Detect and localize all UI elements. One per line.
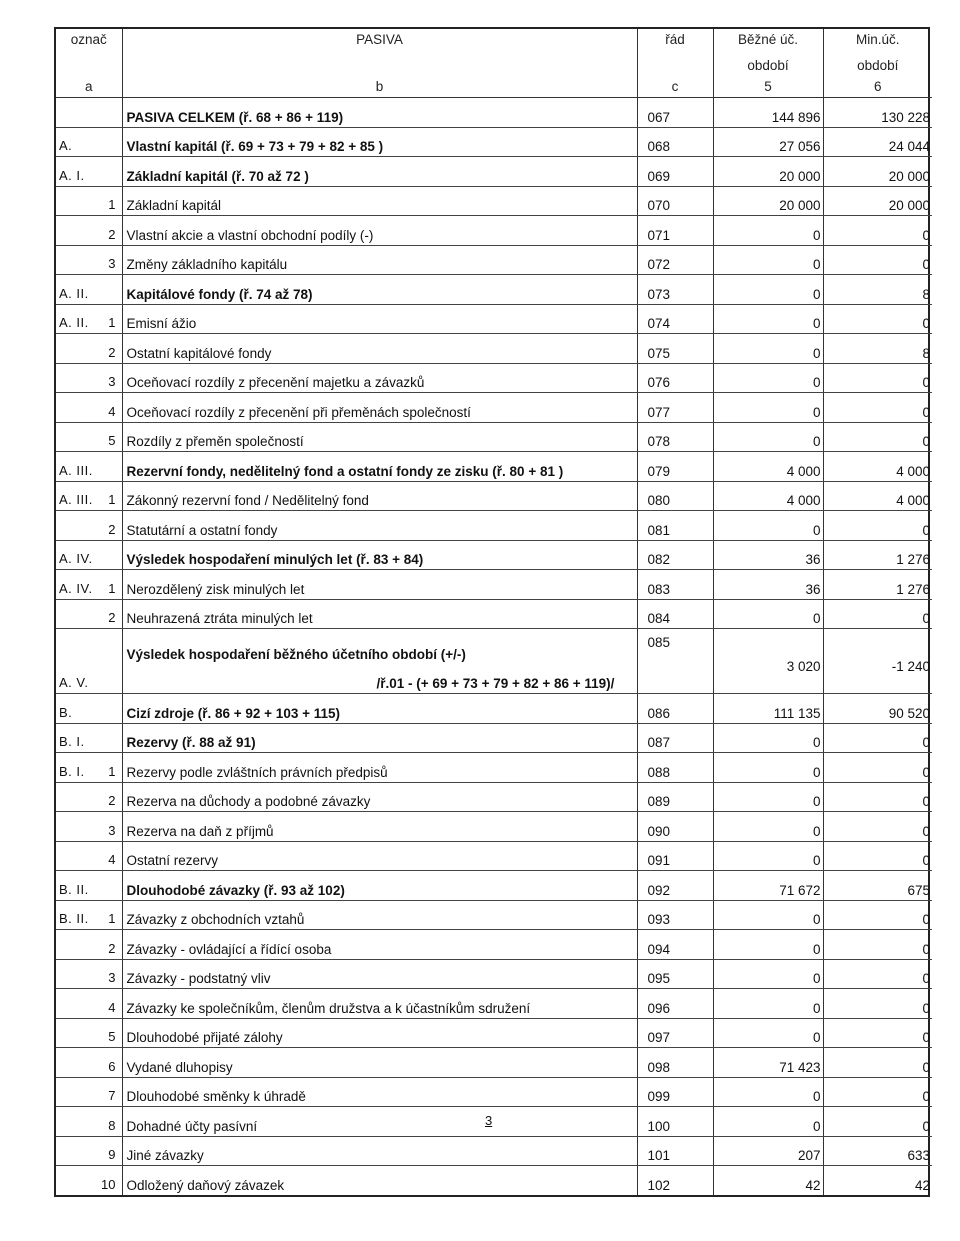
- row-line-number: 096: [637, 989, 713, 1019]
- table-row: [56, 782, 932, 812]
- row-number: 2: [108, 610, 116, 625]
- header-minule: Min.úč.: [823, 29, 932, 55]
- row-line-number: 067: [637, 98, 713, 128]
- row-label: Změny základního kapitálu: [122, 245, 637, 275]
- row-line-number: 081: [637, 511, 713, 541]
- previous-period-value: 0: [823, 304, 932, 334]
- table-header: [56, 29, 932, 98]
- row-line-number: 084: [637, 599, 713, 629]
- row-line-number: 085: [637, 629, 713, 694]
- table-row: [56, 1166, 932, 1195]
- row-designation: [56, 694, 122, 724]
- row-designation: [56, 753, 122, 783]
- row-number: 4: [108, 999, 116, 1015]
- row-number: 1: [108, 197, 116, 212]
- row-designation: [56, 363, 122, 393]
- row-line-number: 093: [637, 900, 713, 930]
- row-line-number: 076: [637, 363, 713, 393]
- previous-period-value: 0: [823, 422, 932, 452]
- row-code: B.: [59, 704, 73, 720]
- current-period-value: 0: [713, 930, 823, 960]
- row-line-number: 098: [637, 1048, 713, 1078]
- table-row: [56, 452, 932, 482]
- row-label-line-2: /ř.01 - (+ 69 + 73 + 79 + 82 + 86 + 119)/: [376, 676, 615, 691]
- header-row-1: [56, 29, 932, 55]
- table-row: [56, 1107, 932, 1137]
- table-row: [56, 275, 932, 305]
- header-pasiva: PASIVA: [122, 29, 637, 55]
- previous-period-value: 1 276: [823, 570, 932, 600]
- row-number: 1: [108, 911, 116, 926]
- current-period-value: 20 000: [713, 157, 823, 187]
- previous-period-value: 4 000: [823, 481, 932, 511]
- header-row-2: [56, 55, 932, 75]
- row-line-number: 089: [637, 782, 713, 812]
- row-label: Výsledek hospodaření minulých let (ř. 83 + 84): [122, 540, 637, 570]
- row-number: 1: [108, 315, 116, 330]
- row-number: 8: [108, 1117, 116, 1133]
- row-number: 2: [108, 793, 116, 808]
- current-period-value: 0: [713, 1018, 823, 1048]
- row-code: A.: [59, 138, 73, 153]
- row-label: Závazky ke společníkům, členům družstva a k účastníkům sdružení: [122, 989, 637, 1019]
- current-period-value: 207: [713, 1136, 823, 1166]
- row-number: 4: [108, 852, 116, 867]
- row-line-number: 075: [637, 334, 713, 364]
- previous-period-value: 0: [823, 363, 932, 393]
- header-row-3: [56, 75, 932, 98]
- current-period-value: 0: [713, 511, 823, 541]
- row-number: 5: [108, 433, 116, 448]
- table-row: [56, 422, 932, 452]
- current-period-value: 42: [713, 1166, 823, 1195]
- row-label: Závazky z obchodních vztahů: [122, 900, 637, 930]
- table-row: [56, 98, 932, 128]
- row-number: 1: [108, 763, 116, 779]
- table-row: [56, 959, 932, 989]
- row-code: B. I.: [59, 734, 85, 749]
- row-number: 2: [108, 344, 116, 360]
- row-code: A. III.: [59, 492, 93, 507]
- row-label: Základní kapitál: [122, 186, 637, 216]
- row-designation: [56, 275, 122, 305]
- table-row: [56, 900, 932, 930]
- row-label: [122, 629, 637, 694]
- row-line-number: 100: [637, 1107, 713, 1137]
- current-period-value: 0: [713, 599, 823, 629]
- row-designation: [56, 304, 122, 334]
- previous-period-value: 0: [823, 1018, 932, 1048]
- row-designation: [56, 812, 122, 842]
- row-label: Cizí zdroje (ř. 86 + 92 + 103 + 115): [122, 694, 637, 724]
- row-designation: [56, 1136, 122, 1166]
- row-line-number: 080: [637, 481, 713, 511]
- current-period-value: 0: [713, 363, 823, 393]
- previous-period-value: 90 520: [823, 694, 932, 724]
- previous-period-value: 42: [823, 1166, 932, 1195]
- row-label: Ostatní rezervy: [122, 841, 637, 871]
- header-col-b: b: [122, 75, 637, 98]
- current-period-value: 144 896: [713, 98, 823, 128]
- row-designation: [56, 841, 122, 871]
- header-col-a: a: [56, 75, 122, 98]
- previous-period-value: 0: [823, 245, 932, 275]
- row-designation: [56, 1048, 122, 1078]
- row-designation: [56, 782, 122, 812]
- row-designation: [56, 959, 122, 989]
- current-period-value: 0: [713, 334, 823, 364]
- previous-period-value: 0: [823, 599, 932, 629]
- current-period-value: 27 056: [713, 127, 823, 157]
- row-number: 3: [108, 374, 116, 389]
- row-code: B. I.: [59, 763, 85, 779]
- previous-period-value: 24 044: [823, 127, 932, 157]
- row-label: Základní kapitál (ř. 70 až 72 ): [122, 157, 637, 187]
- row-label: Oceňovací rozdíly z přecenění při přeměnách společností: [122, 393, 637, 423]
- row-designation: [56, 186, 122, 216]
- row-line-number: 097: [637, 1018, 713, 1048]
- row-designation: [56, 216, 122, 246]
- header-bezne: Běžné úč.: [713, 29, 823, 55]
- row-line-number: 099: [637, 1077, 713, 1107]
- row-label: Kapitálové fondy (ř. 74 až 78): [122, 275, 637, 305]
- row-line-number: 092: [637, 871, 713, 901]
- previous-period-value: 8: [823, 275, 932, 305]
- row-designation: [56, 900, 122, 930]
- row-number: 10: [101, 1176, 116, 1192]
- row-number: 2: [108, 521, 116, 537]
- row-label: PASIVA CELKEM (ř. 68 + 86 + 119): [122, 98, 637, 128]
- current-period-value: 0: [713, 989, 823, 1019]
- row-number: 1: [108, 580, 116, 596]
- row-label: Vlastní kapitál (ř. 69 + 73 + 79 + 82 + 85 ): [122, 127, 637, 157]
- header-empty: [122, 55, 637, 75]
- row-number: 7: [108, 1088, 116, 1103]
- header-oznac: označ: [70, 32, 107, 47]
- table-row: [56, 540, 932, 570]
- table-row: [56, 481, 932, 511]
- row-label: Nerozdělený zisk minulých let: [122, 570, 637, 600]
- row-designation: [56, 871, 122, 901]
- row-label: Dlouhodobé směnky k úhradě: [122, 1077, 637, 1107]
- row-label: Odložený daňový závazek: [122, 1166, 637, 1195]
- previous-period-value: 0: [823, 216, 932, 246]
- row-line-number: 071: [637, 216, 713, 246]
- header-col-5: 5: [713, 75, 823, 98]
- header-bezne-obdobi: období: [713, 55, 823, 75]
- row-designation: [56, 723, 122, 753]
- current-period-value: 111 135: [713, 694, 823, 724]
- table-row: [56, 753, 932, 783]
- row-number: 3: [108, 970, 116, 985]
- previous-period-value: 20 000: [823, 186, 932, 216]
- current-period-value: 0: [713, 1107, 823, 1137]
- row-label: Rezerva na daň z příjmů: [122, 812, 637, 842]
- header-col-c: c: [637, 75, 713, 98]
- row-line-number: 101: [637, 1136, 713, 1166]
- row-label: Statutární a ostatní fondy: [122, 511, 637, 541]
- balance-sheet-liabilities: [54, 27, 930, 1197]
- current-period-value: 71 672: [713, 871, 823, 901]
- previous-period-value: 0: [823, 1107, 932, 1137]
- header-empty: [56, 55, 122, 75]
- previous-period-value: 0: [823, 812, 932, 842]
- row-line-number: 090: [637, 812, 713, 842]
- previous-period-value: 20 000: [823, 157, 932, 187]
- table-row: [56, 1136, 932, 1166]
- row-label: Rezervní fondy, nedělitelný fond a ostatní fondy ze zisku (ř. 80 + 81 ): [122, 452, 637, 482]
- row-line-number: 077: [637, 393, 713, 423]
- row-code: A. II.: [59, 315, 89, 330]
- row-label: Vydané dluhopisy: [122, 1048, 637, 1078]
- row-label: Emisní ážio: [122, 304, 637, 334]
- current-period-value: 0: [713, 959, 823, 989]
- current-period-value: 0: [713, 393, 823, 423]
- row-label: Dohadné účty pasívní: [122, 1107, 637, 1137]
- previous-period-value: -1 240: [823, 629, 932, 694]
- table-row: [56, 245, 932, 275]
- row-code: B. II.: [59, 881, 89, 897]
- previous-period-value: 8: [823, 334, 932, 364]
- row-designation: [56, 511, 122, 541]
- row-line-number: 082: [637, 540, 713, 570]
- row-number: 6: [108, 1058, 116, 1074]
- current-period-value: 0: [713, 1077, 823, 1107]
- table-row: [56, 304, 932, 334]
- previous-period-value: 0: [823, 393, 932, 423]
- row-line-number: 072: [637, 245, 713, 275]
- row-designation: [56, 599, 122, 629]
- row-line-number: 094: [637, 930, 713, 960]
- table-row: [56, 694, 932, 724]
- row-code: A. IV.: [59, 580, 93, 596]
- table-row: [56, 570, 932, 600]
- row-designation: [56, 989, 122, 1019]
- current-period-value: 20 000: [713, 186, 823, 216]
- previous-period-value: 0: [823, 1077, 932, 1107]
- row-code: A. V.: [59, 675, 89, 690]
- header-col-6: 6: [823, 75, 932, 98]
- liabilities-table: [56, 29, 932, 1195]
- previous-period-value: 0: [823, 989, 932, 1019]
- row-line-number: 068: [637, 127, 713, 157]
- table-row: [56, 216, 932, 246]
- row-designation: [56, 245, 122, 275]
- table-row: [56, 186, 932, 216]
- previous-period-value: 633: [823, 1136, 932, 1166]
- row-code: A. II.: [59, 285, 89, 301]
- row-label: Dlouhodobé závazky (ř. 93 až 102): [122, 871, 637, 901]
- row-designation: [56, 98, 122, 128]
- row-label: Závazky - ovládající a řídící osoba: [122, 930, 637, 960]
- row-number: 9: [108, 1147, 116, 1162]
- current-period-value: 36: [713, 540, 823, 570]
- row-designation: [56, 157, 122, 187]
- row-designation: [56, 127, 122, 157]
- previous-period-value: 0: [823, 841, 932, 871]
- row-designation: [56, 570, 122, 600]
- row-number: 3: [108, 256, 116, 271]
- previous-period-value: 0: [823, 511, 932, 541]
- table-row: [56, 930, 932, 960]
- current-period-value: 0: [713, 304, 823, 334]
- previous-period-value: 0: [823, 782, 932, 812]
- row-label: Rezerva na důchody a podobné závazky: [122, 782, 637, 812]
- row-line-number: 078: [637, 422, 713, 452]
- row-designation: [56, 540, 122, 570]
- row-code: A. III.: [59, 462, 93, 478]
- row-code: A. IV.: [59, 551, 93, 566]
- row-number: 5: [108, 1029, 116, 1044]
- row-line-number: 069: [637, 157, 713, 187]
- table-row: [56, 812, 932, 842]
- row-designation: [56, 1107, 122, 1137]
- current-period-value: 0: [713, 753, 823, 783]
- row-line-number: 095: [637, 959, 713, 989]
- previous-period-value: 4 000: [823, 452, 932, 482]
- row-designation: [56, 629, 122, 694]
- table-row: [56, 393, 932, 423]
- table-row: [56, 599, 932, 629]
- row-designation: [56, 1018, 122, 1048]
- row-label: Zákonný rezervní fond / Nedělitelný fond: [122, 481, 637, 511]
- row-number: 2: [108, 226, 116, 242]
- row-number: 1: [108, 492, 116, 507]
- row-label: Oceňovací rozdíly z přecenění majetku a závazků: [122, 363, 637, 393]
- row-designation: [56, 930, 122, 960]
- table-row: [56, 127, 932, 157]
- table-row: [56, 989, 932, 1019]
- previous-period-value: 130 228: [823, 98, 932, 128]
- row-designation: [56, 1077, 122, 1107]
- row-number: 2: [108, 940, 116, 956]
- row-label: Ostatní kapitálové fondy: [122, 334, 637, 364]
- current-period-value: 4 000: [713, 452, 823, 482]
- current-period-value: 0: [713, 812, 823, 842]
- previous-period-value: 0: [823, 753, 932, 783]
- header-empty: [637, 55, 713, 75]
- current-period-value: 36: [713, 570, 823, 600]
- previous-period-value: 0: [823, 1048, 932, 1078]
- previous-period-value: 0: [823, 900, 932, 930]
- row-line-number: 073: [637, 275, 713, 305]
- table-row: [56, 1018, 932, 1048]
- header-rad: řád: [637, 29, 713, 55]
- row-number: 4: [108, 403, 116, 419]
- row-line-number: 088: [637, 753, 713, 783]
- row-label: Jiné závazky: [122, 1136, 637, 1166]
- row-designation: [56, 393, 122, 423]
- table-body: [56, 98, 932, 1195]
- current-period-value: 0: [713, 841, 823, 871]
- row-line-number: 083: [637, 570, 713, 600]
- row-label: Dlouhodobé přijaté zálohy: [122, 1018, 637, 1048]
- table-row: [56, 1077, 932, 1107]
- current-period-value: 0: [713, 275, 823, 305]
- row-designation: [56, 1166, 122, 1195]
- row-designation: [56, 452, 122, 482]
- row-label-line-1: Výsledek hospodaření běžného účetního období (+/-): [126, 647, 466, 662]
- table-row: [56, 363, 932, 393]
- current-period-value: 0: [713, 782, 823, 812]
- table-row: [56, 629, 932, 694]
- row-line-number: 086: [637, 694, 713, 724]
- current-period-value: 71 423: [713, 1048, 823, 1078]
- current-period-value: 0: [713, 900, 823, 930]
- table-row: [56, 334, 932, 364]
- current-period-value: 0: [713, 422, 823, 452]
- row-label: Vlastní akcie a vlastní obchodní podíly (-): [122, 216, 637, 246]
- previous-period-value: 0: [823, 930, 932, 960]
- previous-period-value: 0: [823, 959, 932, 989]
- table-row: [56, 511, 932, 541]
- previous-period-value: 675: [823, 871, 932, 901]
- row-line-number: 079: [637, 452, 713, 482]
- current-period-value: 0: [713, 723, 823, 753]
- row-label: Rezervy podle zvláštních právních předpisů: [122, 753, 637, 783]
- row-line-number: 102: [637, 1166, 713, 1195]
- table-row: [56, 1048, 932, 1078]
- row-number: 3: [108, 822, 116, 838]
- current-period-value: 3 020: [713, 629, 823, 694]
- table-row: [56, 157, 932, 187]
- row-line-number: 091: [637, 841, 713, 871]
- table-row: [56, 723, 932, 753]
- row-designation: [56, 422, 122, 452]
- previous-period-value: 0: [823, 723, 932, 753]
- row-line-number: 074: [637, 304, 713, 334]
- row-line-number: 070: [637, 186, 713, 216]
- row-code: B. II.: [59, 911, 89, 926]
- row-designation: [56, 481, 122, 511]
- row-label: Závazky - podstatný vliv: [122, 959, 637, 989]
- table-row: [56, 871, 932, 901]
- row-label: Neuhrazená ztráta minulých let: [122, 599, 637, 629]
- previous-period-value: 1 276: [823, 540, 932, 570]
- row-label: Rozdíly z přeměn společností: [122, 422, 637, 452]
- current-period-value: 0: [713, 216, 823, 246]
- page-number: 3: [485, 1113, 493, 1128]
- row-label: Rezervy (ř. 88 až 91): [122, 723, 637, 753]
- row-line-number: 087: [637, 723, 713, 753]
- header-minule-obdobi: období: [823, 55, 932, 75]
- row-designation: [56, 334, 122, 364]
- current-period-value: 4 000: [713, 481, 823, 511]
- table-row: [56, 841, 932, 871]
- current-period-value: 0: [713, 245, 823, 275]
- row-code: A. I.: [59, 167, 85, 183]
